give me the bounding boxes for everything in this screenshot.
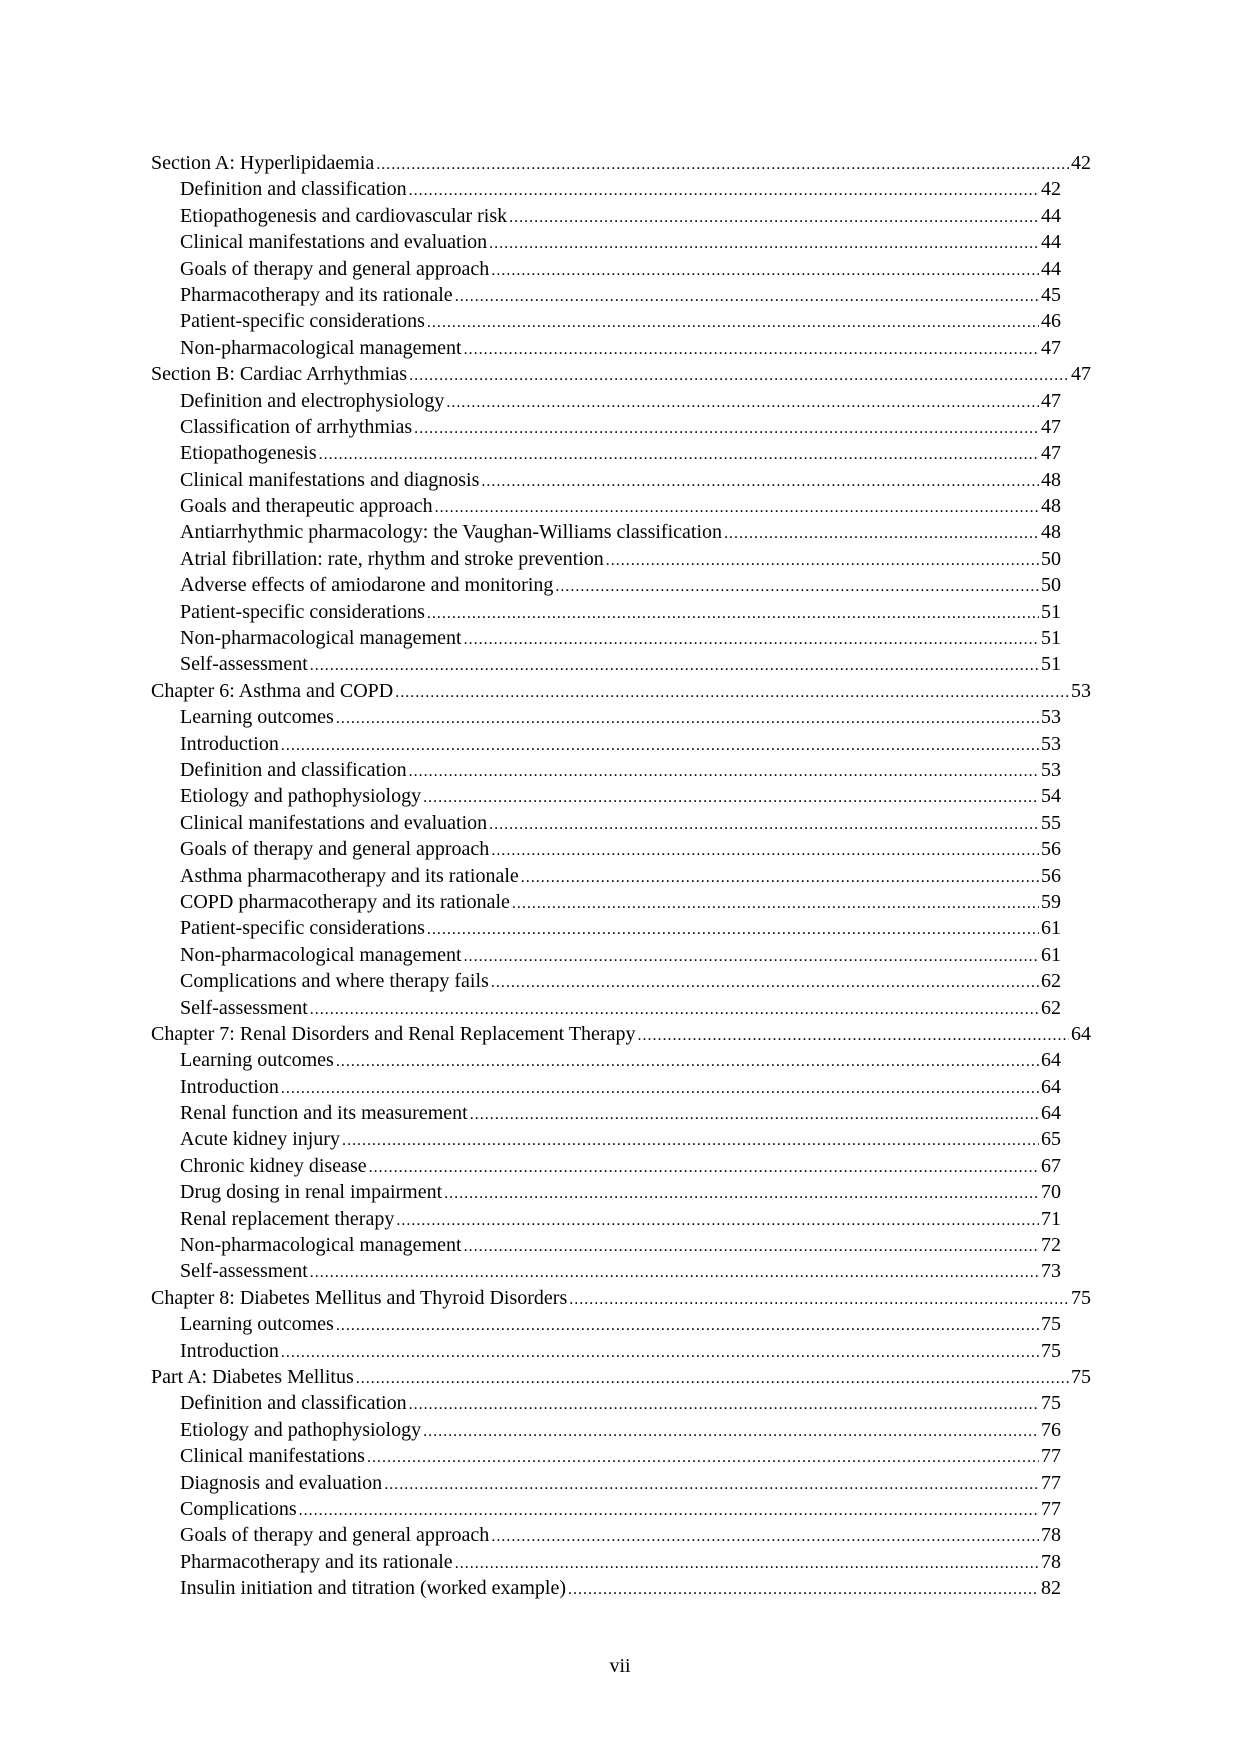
dot-leader — [464, 1234, 1039, 1258]
dot-leader — [606, 548, 1039, 572]
toc-entry-page-number: 46 — [1041, 310, 1061, 333]
toc-subsection-entry[interactable] — [151, 704, 1061, 730]
toc-entry-page-number: 64 — [1071, 1022, 1091, 1045]
toc-entry-title: Non-pharmacological management — [180, 627, 462, 650]
toc-subsection-entry[interactable] — [151, 889, 1061, 915]
toc-entry-page-number: 64 — [1041, 1049, 1061, 1072]
dot-leader — [427, 601, 1039, 625]
toc-entry-page-number: 53 — [1071, 679, 1091, 702]
toc-subsection-entry[interactable] — [151, 810, 1061, 836]
toc-entry-title: Non-pharmacological management — [180, 1234, 462, 1257]
toc-subsection-entry[interactable] — [151, 308, 1061, 334]
dot-leader — [299, 1498, 1039, 1522]
toc-entry-title: Complications — [180, 1497, 297, 1520]
dot-leader — [336, 706, 1039, 730]
toc-subsection-entry[interactable] — [151, 335, 1061, 361]
toc-subsection-entry[interactable] — [151, 1390, 1061, 1416]
toc-entry-page-number: 71 — [1041, 1207, 1061, 1230]
toc-entry-page-number: 59 — [1041, 890, 1061, 913]
dot-leader — [281, 1076, 1039, 1100]
toc-entry-page-number: 75 — [1071, 1286, 1091, 1309]
toc-entry-page-number: 76 — [1041, 1418, 1061, 1441]
dot-leader — [481, 469, 1039, 493]
toc-entry-page-number: 61 — [1041, 917, 1061, 940]
dot-leader — [470, 1102, 1039, 1126]
toc-entry-page-number: 78 — [1041, 1550, 1061, 1573]
toc-entry-page-number: 50 — [1041, 574, 1061, 597]
toc-subsection-entry[interactable] — [151, 1575, 1061, 1601]
toc-entry-page-number: 44 — [1041, 204, 1061, 227]
toc-entry-title: Asthma pharmacotherapy and its rationale — [180, 864, 519, 887]
dot-leader — [384, 1472, 1039, 1496]
toc-entry-title: Non-pharmacological management — [180, 943, 462, 966]
toc-entry-title: Learning outcomes — [180, 1049, 334, 1072]
toc-section-entry[interactable] — [151, 1364, 1091, 1390]
dot-leader — [396, 1208, 1039, 1232]
toc-subsection-entry[interactable] — [151, 1153, 1061, 1179]
dot-leader — [446, 390, 1039, 414]
toc-entry-page-number: 64 — [1041, 1102, 1061, 1125]
toc-subsection-entry[interactable] — [151, 1179, 1061, 1205]
toc-entry-page-number: 47 — [1041, 389, 1061, 412]
toc-entry-page-number: 77 — [1041, 1497, 1061, 1520]
dot-leader — [491, 970, 1039, 994]
toc-entry-title: Goals of therapy and general approach — [180, 1524, 490, 1547]
dot-leader — [409, 363, 1069, 387]
toc-entry-title: Clinical manifestations — [180, 1445, 365, 1468]
toc-subsection-entry[interactable] — [151, 229, 1061, 255]
toc-entry-title: Renal function and its measurement — [180, 1102, 468, 1125]
toc-entry-title: Chronic kidney disease — [180, 1154, 367, 1177]
toc-entry-page-number: 51 — [1041, 653, 1061, 676]
toc-entry-page-number: 47 — [1041, 442, 1061, 465]
toc-entry-title: Patient-specific considerations — [180, 310, 425, 333]
dot-leader — [409, 1392, 1039, 1416]
toc-entry-title: Self-assessment — [180, 996, 308, 1019]
toc-entry-title: Renal replacement therapy — [180, 1207, 395, 1230]
dot-leader — [444, 1181, 1039, 1205]
toc-entry-page-number: 44 — [1041, 257, 1061, 280]
toc-subsection-entry[interactable] — [151, 1522, 1061, 1548]
toc-entry-title: Patient-specific considerations — [180, 600, 425, 623]
toc-subsection-entry[interactable] — [151, 968, 1061, 994]
toc-subsection-entry[interactable] — [151, 176, 1061, 202]
dot-leader — [414, 416, 1039, 440]
toc-entry-title: Classification of arrhythmias — [180, 415, 413, 438]
dot-leader — [336, 1049, 1039, 1073]
toc-entry-title: Clinical manifestations and diagnosis — [180, 468, 480, 491]
toc-subsection-entry[interactable] — [151, 757, 1061, 783]
toc-entry-page-number: 70 — [1041, 1181, 1061, 1204]
toc-entry-title: Chapter 7: Renal Disorders and Renal Replacement Therapy — [151, 1022, 636, 1045]
toc-entry-page-number: 42 — [1071, 152, 1091, 174]
toc-entry-title: Etiopathogenesis — [180, 442, 317, 465]
toc-subsection-entry[interactable] — [151, 625, 1061, 651]
toc-entry-title: Learning outcomes — [180, 1313, 334, 1336]
toc-subsection-entry[interactable] — [151, 493, 1061, 519]
toc-entry-title: Introduction — [180, 1075, 279, 1098]
dot-leader — [310, 997, 1039, 1021]
toc-entry-page-number: 56 — [1041, 838, 1061, 861]
dot-leader — [281, 1340, 1039, 1364]
dot-leader — [455, 1551, 1039, 1575]
toc-subsection-entry[interactable] — [151, 1126, 1061, 1152]
dot-leader — [455, 284, 1039, 308]
toc-entry-title: Chapter 6: Asthma and COPD — [151, 679, 394, 702]
dot-leader — [281, 733, 1039, 757]
toc-subsection-entry[interactable] — [151, 995, 1061, 1021]
dot-leader — [376, 152, 1069, 176]
toc-entry-page-number: 73 — [1041, 1260, 1061, 1283]
toc-subsection-entry[interactable] — [151, 1338, 1061, 1364]
toc-entry-title: Learning outcomes — [180, 706, 334, 729]
toc-subsection-entry[interactable] — [151, 519, 1061, 545]
toc-subsection-entry[interactable] — [151, 915, 1061, 941]
toc-entry-title: Definition and classification — [180, 1392, 407, 1415]
toc-entry-page-number: 45 — [1041, 283, 1061, 306]
dot-leader — [568, 1577, 1039, 1601]
toc-entry-page-number: 56 — [1041, 864, 1061, 887]
toc-subsection-entry[interactable] — [151, 572, 1061, 598]
toc-section-entry[interactable] — [151, 678, 1091, 704]
toc-entry-page-number: 48 — [1041, 521, 1061, 544]
toc-subsection-entry[interactable] — [151, 1100, 1061, 1126]
page-number: vii — [609, 1655, 631, 1677]
toc-entry-title: Goals and therapeutic approach — [180, 495, 433, 518]
toc-entry-page-number: 55 — [1041, 811, 1061, 834]
toc-subsection-entry[interactable] — [151, 467, 1061, 493]
toc-entry-page-number: 42 — [1041, 178, 1061, 201]
toc-entry-title: Insulin initiation and titration (worked example) — [180, 1577, 567, 1600]
toc-subsection-entry[interactable] — [151, 546, 1061, 572]
toc-entry-page-number: 53 — [1041, 732, 1061, 755]
dot-leader — [395, 680, 1069, 704]
toc-entry-title: Patient-specific considerations — [180, 917, 425, 940]
dot-leader — [521, 865, 1039, 889]
toc-entry-title: Diagnosis and evaluation — [180, 1471, 383, 1494]
toc-entry-page-number: 75 — [1071, 1365, 1091, 1388]
toc-entry-title: Section A: Hyperlipidaemia — [151, 152, 375, 174]
dot-leader — [491, 1524, 1039, 1548]
dot-leader — [427, 310, 1039, 334]
toc-entry-page-number: 75 — [1041, 1392, 1061, 1415]
dot-leader — [427, 917, 1039, 941]
toc-subsection-entry[interactable] — [151, 836, 1061, 862]
toc-entry-page-number: 62 — [1041, 996, 1061, 1019]
toc-entry-page-number: 50 — [1041, 547, 1061, 570]
toc-entry-title: Introduction — [180, 1339, 279, 1362]
toc-entry-page-number: 53 — [1041, 758, 1061, 781]
toc-entry-page-number: 72 — [1041, 1234, 1061, 1257]
toc-subsection-entry[interactable] — [151, 942, 1061, 968]
toc-entry-page-number: 47 — [1041, 336, 1061, 359]
table-of-contents — [151, 150, 1091, 1601]
toc-section-entry[interactable] — [151, 150, 1091, 176]
toc-subsection-entry[interactable] — [151, 1496, 1061, 1522]
toc-subsection-entry[interactable] — [151, 1443, 1061, 1469]
toc-entry-title: Part A: Diabetes Mellitus — [151, 1365, 354, 1388]
dot-leader — [310, 653, 1039, 677]
dot-leader — [512, 891, 1039, 915]
dot-leader — [491, 838, 1039, 862]
toc-section-entry[interactable] — [151, 361, 1091, 387]
toc-subsection-entry[interactable] — [151, 388, 1061, 414]
dot-leader — [367, 1445, 1039, 1469]
toc-entry-page-number: 53 — [1041, 706, 1061, 729]
toc-subsection-entry[interactable] — [151, 256, 1061, 282]
dot-leader — [464, 627, 1039, 651]
toc-entry-title: Atrial fibrillation: rate, rhythm and stroke prevention — [180, 547, 604, 570]
toc-entry-page-number: 82 — [1041, 1577, 1061, 1600]
toc-subsection-entry[interactable] — [151, 282, 1061, 308]
toc-section-entry[interactable] — [151, 1285, 1091, 1311]
toc-entry-page-number: 47 — [1041, 415, 1061, 438]
dot-leader — [555, 574, 1039, 598]
toc-entry-page-number: 54 — [1041, 785, 1061, 808]
dot-leader — [409, 759, 1039, 783]
toc-entry-title: Etiology and pathophysiology — [180, 785, 422, 808]
toc-subsection-entry[interactable] — [151, 203, 1061, 229]
toc-subsection-entry[interactable] — [151, 1232, 1061, 1258]
dot-leader — [423, 785, 1039, 809]
dot-leader — [489, 231, 1039, 255]
toc-subsection-entry[interactable] — [151, 599, 1061, 625]
toc-subsection-entry[interactable] — [151, 1074, 1061, 1100]
toc-entry-title: Pharmacotherapy and its rationale — [180, 1550, 453, 1573]
toc-subsection-entry[interactable] — [151, 414, 1061, 440]
toc-entry-page-number: 75 — [1041, 1339, 1061, 1362]
toc-entry-title: Definition and classification — [180, 178, 407, 201]
toc-entry-title: Chapter 8: Diabetes Mellitus and Thyroid Disorders — [151, 1286, 568, 1309]
toc-entry-title: Self-assessment — [180, 653, 308, 676]
dot-leader — [491, 258, 1039, 282]
toc-subsection-entry[interactable] — [151, 863, 1061, 889]
dot-leader — [319, 442, 1039, 466]
toc-subsection-entry[interactable] — [151, 1258, 1061, 1284]
toc-entry-page-number: 78 — [1041, 1524, 1061, 1547]
toc-subsection-entry[interactable] — [151, 1311, 1061, 1337]
toc-subsection-entry[interactable] — [151, 1470, 1061, 1496]
toc-entry-title: Self-assessment — [180, 1260, 308, 1283]
dot-leader — [310, 1260, 1039, 1284]
toc-entry-page-number: 44 — [1041, 231, 1061, 254]
toc-entry-page-number: 48 — [1041, 468, 1061, 491]
dot-leader — [423, 1419, 1039, 1443]
toc-entry-page-number: 61 — [1041, 943, 1061, 966]
toc-subsection-entry[interactable] — [151, 440, 1061, 466]
toc-entry-title: COPD pharmacotherapy and its rationale — [180, 890, 510, 913]
toc-entry-title: Complications and where therapy fails — [180, 970, 489, 993]
toc-entry-title: Section B: Cardiac Arrhythmias — [151, 363, 408, 386]
toc-entry-title: Drug dosing in renal impairment — [180, 1181, 443, 1204]
toc-entry-title: Adverse effects of amiodarone and monitoring — [180, 574, 554, 597]
toc-entry-title: Definition and electrophysiology — [180, 389, 445, 412]
toc-subsection-entry[interactable] — [151, 1549, 1061, 1575]
dot-leader — [409, 178, 1039, 202]
toc-subsection-entry[interactable] — [151, 1047, 1061, 1073]
toc-entry-title: Clinical manifestations and evaluation — [180, 231, 488, 254]
toc-entry-title: Etiology and pathophysiology — [180, 1418, 422, 1441]
toc-entry-page-number: 77 — [1041, 1445, 1061, 1468]
toc-entry-page-number: 64 — [1041, 1075, 1061, 1098]
dot-leader — [336, 1313, 1039, 1337]
dot-leader — [637, 1023, 1069, 1047]
toc-entry-page-number: 51 — [1041, 600, 1061, 623]
toc-entry-title: Introduction — [180, 732, 279, 755]
dot-leader — [342, 1128, 1039, 1152]
toc-entry-page-number: 77 — [1041, 1471, 1061, 1494]
toc-entry-title: Acute kidney injury — [180, 1128, 340, 1151]
toc-entry-title: Goals of therapy and general approach — [180, 838, 490, 861]
dot-leader — [569, 1287, 1069, 1311]
toc-subsection-entry[interactable] — [151, 731, 1061, 757]
dot-leader — [509, 205, 1039, 229]
toc-entry-title: Clinical manifestations and evaluation — [180, 811, 488, 834]
dot-leader — [369, 1155, 1039, 1179]
toc-subsection-entry[interactable] — [151, 1417, 1061, 1443]
toc-entry-page-number: 48 — [1041, 495, 1061, 518]
toc-entry-title: Etiopathogenesis and cardiovascular risk — [180, 204, 508, 227]
toc-subsection-entry[interactable] — [151, 1206, 1061, 1232]
dot-leader — [435, 495, 1039, 519]
dot-leader — [464, 944, 1039, 968]
dot-leader — [464, 337, 1039, 361]
toc-section-entry[interactable] — [151, 1021, 1091, 1047]
dot-leader — [489, 812, 1039, 836]
toc-entry-title: Definition and classification — [180, 758, 407, 781]
toc-entry-title: Antiarrhythmic pharmacology: the Vaughan-Williams classification — [180, 521, 723, 544]
dot-leader — [724, 521, 1039, 545]
toc-subsection-entry[interactable] — [151, 651, 1061, 677]
toc-entry-page-number: 47 — [1071, 363, 1091, 386]
toc-subsection-entry[interactable] — [151, 783, 1061, 809]
toc-entry-title: Pharmacotherapy and its rationale — [180, 283, 453, 306]
toc-entry-page-number: 51 — [1041, 627, 1061, 650]
dot-leader — [356, 1366, 1069, 1390]
toc-entry-page-number: 75 — [1041, 1313, 1061, 1336]
toc-entry-page-number: 65 — [1041, 1128, 1061, 1151]
toc-entry-title: Non-pharmacological management — [180, 336, 462, 359]
toc-entry-page-number: 62 — [1041, 970, 1061, 993]
toc-entry-title: Goals of therapy and general approach — [180, 257, 490, 280]
toc-entry-page-number: 67 — [1041, 1154, 1061, 1177]
